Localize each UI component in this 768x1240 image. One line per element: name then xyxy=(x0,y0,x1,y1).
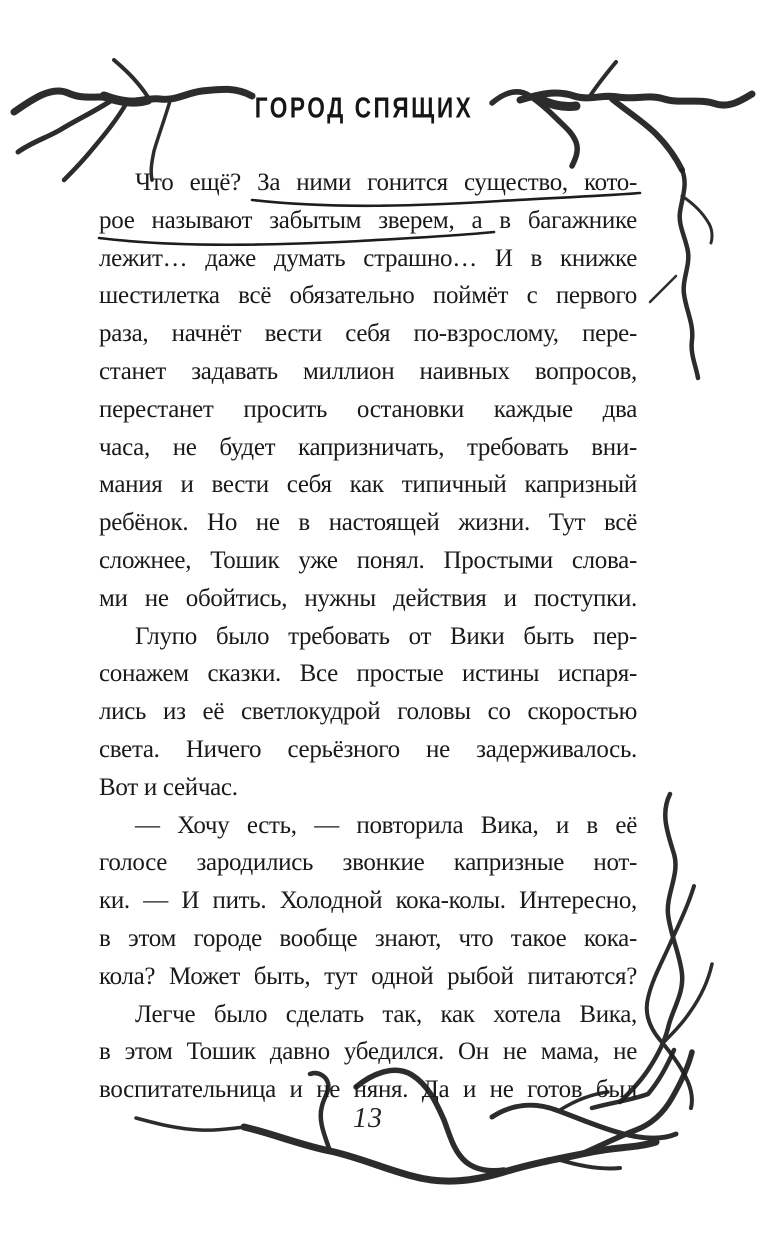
text-line: перестанет просить остановки каждые два xyxy=(99,395,637,423)
text-line: в этом городе вообще знают, что такое кока- xyxy=(99,924,637,952)
text-line: — Хочу есть, — повторила Вика, и в её xyxy=(135,811,637,839)
underlined-text: рое называют забытым зверем, xyxy=(99,206,455,234)
right-branch-tail xyxy=(650,170,712,378)
text-line: Легче было сделать так, как хотела Вика, xyxy=(135,1000,637,1028)
text-line: лежит… даже думать страшно… И в книжке xyxy=(99,244,637,272)
text-line: кола? Может быть, тут одной рыбой питаются? xyxy=(99,962,637,990)
text-line: лись из её светлокудрой головы со скоростью xyxy=(99,698,637,726)
text-line: Что ещё? За ними гонится существо, кото- xyxy=(135,169,637,196)
text-line: рое называют забытым зверем, а в багажнике xyxy=(99,206,637,234)
text-line: сонажем сказки. Все простые истины испаря- xyxy=(99,660,637,688)
text-line: шестилетка всё обязательно поймёт с первого xyxy=(99,282,637,310)
text-line: Глупо было требовать от Вики быть пер- xyxy=(135,622,637,650)
underlined-text: За ними гонится существо, кото- xyxy=(257,169,637,196)
text-line: раза, начнёт вести себя по-взрослому, пере- xyxy=(99,320,637,348)
text-line: Вот и сейчас. xyxy=(99,773,238,801)
text-line: голосе зародились звонкие капризные нот- xyxy=(99,849,637,877)
text-line: ребёнок. Но не в настоящей жизни. Тут всё xyxy=(99,509,637,537)
text-line: воспитательница и не няня. Да и не готов был xyxy=(99,1076,637,1104)
text-line: мания и вести себя как типичный капризный xyxy=(99,471,637,499)
body-text xyxy=(99,164,637,1109)
text-line: станет задавать миллион наивных вопросов, xyxy=(99,357,637,385)
text-line: ми не обойтись, нужны действия и поступки. xyxy=(99,584,637,612)
text-line: ки. — И пить. Холодной кока-колы. Интересно, xyxy=(99,887,637,915)
text-line: часа, не будет капризничать, требовать вни- xyxy=(99,433,637,461)
text-line: в этом Тошик давно убедился. Он не мама, не xyxy=(99,1038,637,1066)
text-line: света. Ничего серьёзного не задерживалось. xyxy=(99,735,637,763)
page-number: 13 xyxy=(353,1103,383,1134)
chapter-running-title: ГОРОД СПЯЩИХ xyxy=(254,92,474,124)
text-line: сложнее, Тошик уже понял. Простыми слова- xyxy=(99,546,637,574)
